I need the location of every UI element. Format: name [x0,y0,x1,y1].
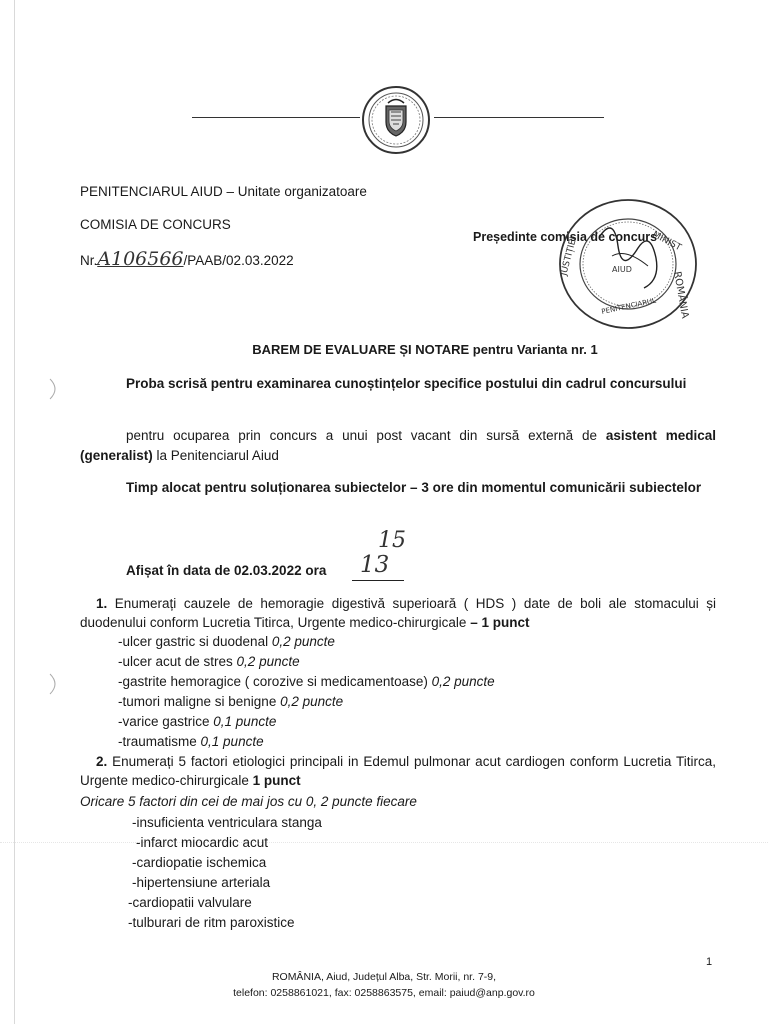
question-1 [80,594,716,632]
footer-address: ROMÂNIA, Aiud, Județul Alba, Str. Morii, nr. 7-9, [271,971,497,983]
svg-text:AIUD: AIUD [612,265,632,274]
answer-item: -ulcer acut de stres 0,2 puncte [118,654,300,669]
question-1-points: – 1 punct [470,615,530,630]
factor-item: -hipertensiune arteriala [132,875,271,890]
scan-edge [14,0,15,1024]
posted-hour: 13 [360,552,390,578]
factor-item: -cardiopatie ischemica [132,855,267,870]
factor-item: -infarct miocardic acut [136,835,269,850]
svg-text:JUSTIȚIEI: JUSTIȚIEI [559,235,580,277]
header-rule-right [434,117,604,118]
president-label: Președinte comisia de concurs [473,230,658,244]
punch-mark [44,671,64,697]
question-2-answers [128,813,322,933]
question-1-text: Enumerați cauzele de hemoragie digestivă superioară ( HDS ) date de boli ale stomacului și duodenului conform Lucretia Titirca, Urgente medico-chirurgicale [80,596,716,630]
page-number: 1 [706,956,713,968]
answer-item: -ulcer gastric si duodenal 0,2 puncte [118,634,335,649]
question-2-number: 2. [96,754,108,769]
factor-item: -cardiopatii valvulare [128,895,252,910]
position-text-pre: pentru ocuparea prin concurs a unui post vacant din sursă externă de [126,428,606,443]
svg-text:ROMÂNIA: ROMÂNIA [671,270,691,320]
answer-item: -traumatisme 0,1 puncte [118,734,264,749]
factor-item: -insuficienta ventriculara stanga [132,815,322,830]
factor-item: -tulburari de ritm paroxistice [128,915,295,930]
posted-hour-underline [352,580,404,581]
official-stamp [556,196,700,332]
footer-contact: telefon: 0258861021, fax: 0258863575, email: paiud@anp.gov.ro [233,987,535,999]
posted-minutes: 15 [378,528,406,553]
coat-of-arms-logo [358,84,434,156]
question-2-text: Enumerați 5 factori etiologici principali in Edemul pulmonar acut cardiogen conform Lucretia Titirca, Urgente medico-chirurgicale [80,754,716,788]
svg-text:PENITENCIARUL: PENITENCIARUL [600,296,657,316]
answer-item: -gastrite hemoragice ( corozive si medicamentoase) 0,2 puncte [118,674,495,689]
position-description [80,426,716,466]
answer-item: -tumori maligne si benigne 0,2 puncte [118,694,344,709]
nr-handwritten: A106566 [97,248,184,270]
document-title: BAREM DE EVALUARE ȘI NOTARE pentru Varianta nr. 1 [252,342,598,357]
answer-item: -varice gastrice 0,1 puncte [118,714,277,729]
position-title: asistent medical (generalist) [80,428,716,463]
punch-mark [44,376,64,402]
svg-text:MINIST: MINIST [650,229,683,254]
nr-suffix: /PAAB/02.03.2022 [183,253,294,268]
organization-line: PENITENCIARUL AIUD – Unitate organizatoare [80,184,367,199]
question-2 [80,752,716,790]
commission-line: COMISIA DE CONCURS [80,217,231,232]
question-2-instruction: Oricare 5 factori din cei de mai jos cu 0, 2 puncte fiecare [80,794,417,809]
position-text-post: la Penitenciarul Aiud [152,448,279,463]
nr-prefix: Nr. [80,253,98,268]
scan-artifact-line [0,842,768,843]
question-1-number: 1. [96,596,108,611]
question-1-answers [118,632,495,752]
posted-label: Afișat în data de 02.03.2022 ora [126,563,327,578]
question-2-points: 1 punct [252,773,301,788]
exam-description: Proba scrisă pentru examinarea cunoștințelor specifice postului din cadrul concursului [126,376,687,391]
time-allocated: Timp alocat pentru soluționarea subiectelor – 3 ore din momentul comunicării subiectelor [126,480,702,495]
registration-number [80,248,294,270]
header-rule-left [192,117,360,118]
